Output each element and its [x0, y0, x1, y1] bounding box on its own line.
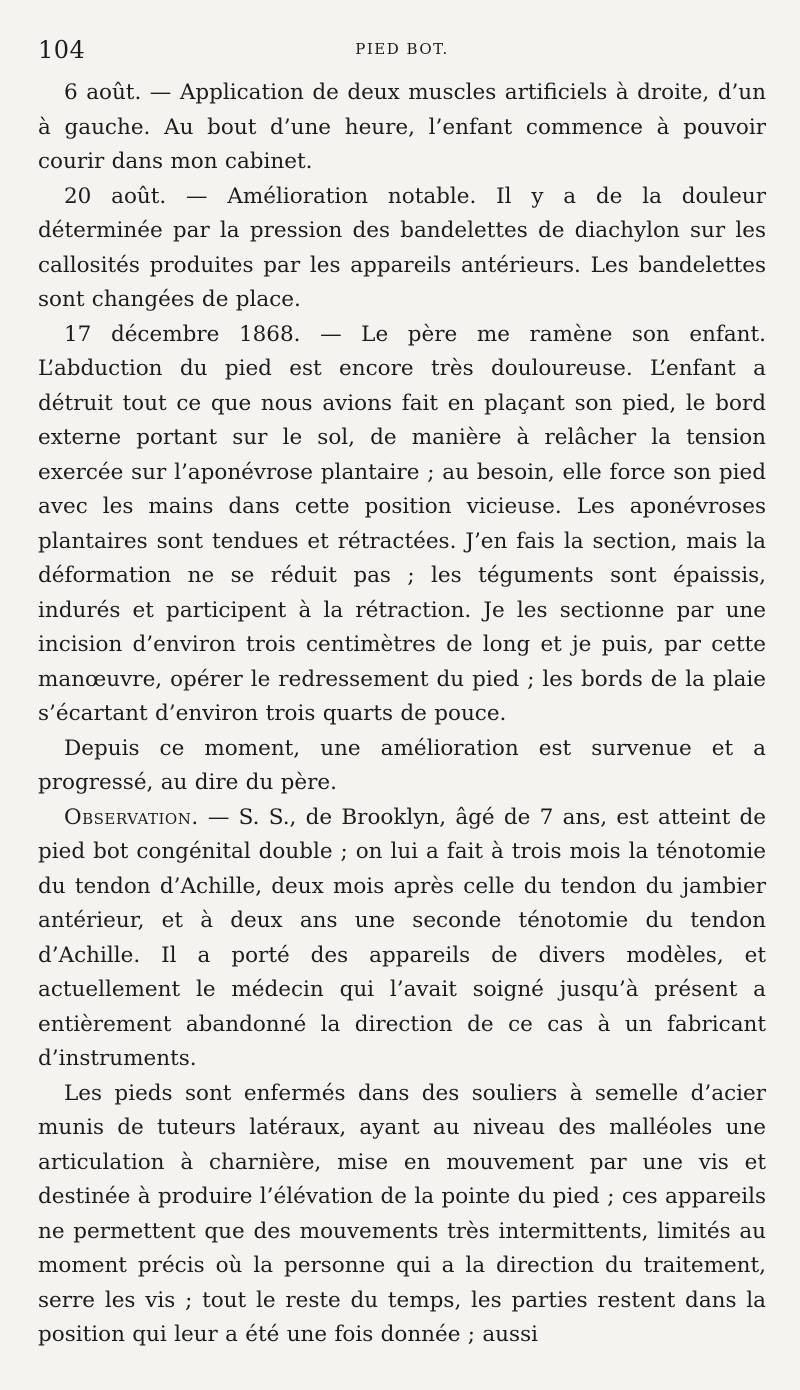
paragraph-aug-20: 20 août. — Amélioration notable. Il y a de la douleur déterminée par la pression des bandelettes de diachylon sur les callosités produites par les appareils antérieurs. Les bandelettes sont changées de place. — [38, 183, 766, 312]
paragraph-feet: Les pieds sont enfermés dans des souliers à semelle d’acier munis de tuteurs latéraux, ayant au niveau des malléoles une articulation à charnière, mise en mouvement par une vis et destinée à produire l’élévation de la pointe du pied ; ces appareils ne permettent que des mouvements très intermittents, limités au moment précis où la personne qui a la direction du traitement, serre les vis ; tout le reste du temps, les parties restent dans la position qui leur a été une fois donnée ; aussi — [38, 1080, 766, 1347]
paragraph-aug-6: 6 août. — Application de deux muscles artificiels à droite, d’un à gauche. Au bout d’une heure, l’enfant commence à pouvoir courir dans mon cabinet. — [38, 80, 766, 174]
observation-text: — S. S., de Brooklyn, âgé de 7 ans, est atteint de pied bot congénital double ; on lui a fait à trois mois la ténotomie du tendon d’Achille, deux mois après celle du tendon du jambier antérieur, et à deux ans une seconde ténotomie du tendon d’Achille. Il a porté des appareils de divers modèles, et actuellement le médecin qui l’avait soigné jusqu’à présent a entièrement abandonné la direction de ce cas à un fabricant d’instruments. — [38, 804, 766, 1071]
paragraph-since-then: Depuis ce moment, une amélioration est survenue et a progressé, au dire du père. — [38, 735, 766, 795]
observation-heading: Observation. — [64, 804, 199, 830]
body-text — [38, 76, 766, 1353]
running-title: PIED BOT. — [355, 40, 449, 58]
paragraph-dec-17: 17 décembre 1868. — Le père me ramène son enfant. L’abduction du pied est encore très douloureuse. L’enfant a détruit tout ce que nous avions fait en plaçant son pied, le bord externe portant sur le sol, de manière à relâcher la tension exercée sur l’aponévrose plantaire ; au besoin, elle force son pied avec les mains dans cette position vicieuse. Les aponévroses plantaires sont tendues et rétractées. J’en fais la section, mais la déformation ne se réduit pas ; les téguments sont épaissis, indurés et participent à la rétraction. Je les sectionne par une incision d’environ trois centimètres de long et je puis, par cette manœuvre, opérer le redressement du pied ; les bords de la plaie s’écartant d’environ trois quarts de pouce. — [38, 321, 766, 726]
paragraph-observation — [38, 801, 766, 1077]
book-page — [38, 30, 766, 1353]
page-header — [38, 30, 766, 76]
page-number: 104 — [38, 36, 86, 64]
